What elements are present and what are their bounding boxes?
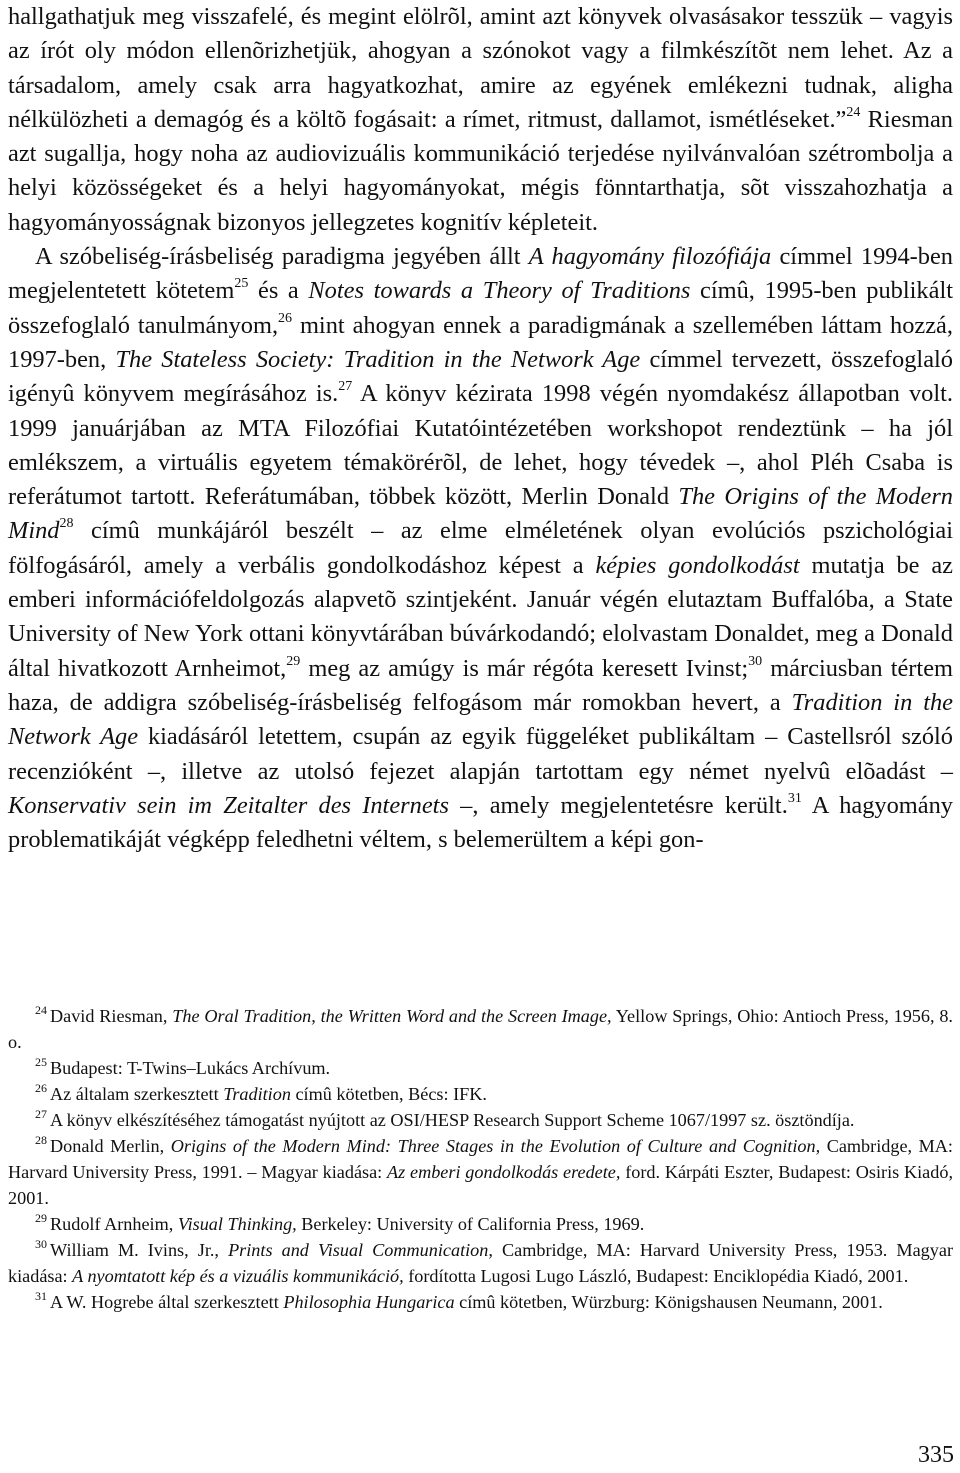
main-text [8,0,953,857]
footnote-text: Donald Merlin, [50,1136,171,1156]
footnote-25 [8,1055,953,1081]
footnote-26 [8,1081,953,1107]
text-run: A hagyomány problematikáját végképp feledhetni véltem, s belemerültem a képi gon- [8,791,953,854]
text-run: címmel tervezett, összefoglaló igényû könyvem megírásához is. [8,345,953,408]
footnote-title: Philosophia Hungarica [283,1292,455,1312]
book-title: The Stateless Society: Tradition in the Network Age [115,345,641,373]
text-run: mutatja be az emberi információfeldolgozás alapvetõ szintjeként. Január végén elutaztam Buffalóba, a State University of New York ottani könyvtárában búvárkodandó; elolvastam Donaldet, meg a Donald által hivatkozott Arnheimot, [8,551,953,682]
footnote-title: Prints and Visual Communication, [228,1240,493,1260]
footnote-text: Budapest: T-Twins–Lukács Archívum. [50,1058,331,1078]
footnote-number: 31 [35,1289,47,1303]
footnote-text: címû kötetben, Würzburg: Königshausen Neumann, 2001. [454,1292,883,1312]
footnote-number: 28 [35,1133,47,1147]
footnote-text: A W. Hogrebe által szerkesztett [50,1292,284,1312]
footnote-text: Berkeley: University of California Press, 1969. [296,1214,645,1234]
book-title: A hagyomány filozófiája [528,243,772,271]
book-title: The Origins of the Modern Mind [8,483,954,545]
footnote-number: 25 [35,1055,47,1069]
footnote-31 [8,1289,953,1315]
footnote-title: Az emberi gondolkodás eredete, [387,1162,621,1182]
text-run: meg az amúgy is már régóta keresett Ivinst; [300,654,749,682]
footnote-ref-27: 27 [338,379,353,395]
footnote-29 [8,1211,953,1237]
text-run: A könyv kézirata 1998 végén nyomdakész állapotban volt. 1999 januárjában az MTA Filozófiai Kutatóintézetében workshopot rendeztünk – ha jól emlékszem, a virtuális egyetem témakörérõl, de lehet, hogy tévedek –, ahol Pléh Csaba is referátumot tartott. Referátumában, többek között, Merlin Donald [8,380,954,511]
lecture-title: Konservativ sein im Zeitalter des Internets [8,791,449,819]
book-title: Tradition in the Network Age [8,688,953,751]
footnote-text: ford. Kárpáti Eszter, Budapest: Osiris Kiadó, 2001. [8,1162,953,1208]
book-title: Notes towards a Theory of Traditions [308,277,691,305]
text-run: A szóbeliség-írásbeliség paradigma jegyében állt [35,243,529,271]
footnote-number: 26 [35,1081,47,1095]
page [8,0,953,857]
footnote-title: Tradition [223,1084,291,1104]
footnote-text: Az általam szerkesztett [50,1084,224,1104]
footnote-24 [8,1003,953,1055]
text-run: címû munkájáról beszélt – az elme elméletének olyan evolúciós pszichológiai fölfogásáról, amely a verbális gondolkodáshoz képest a [8,517,953,579]
text-run: címû, 1995-ben publikált összefoglaló tanulmányom, [8,277,953,339]
footnote-number: 24 [35,1003,47,1017]
paragraph-2 [8,240,953,857]
footnote-text: A könyv elkészítéséhez támogatást nyújtott az OSI/HESP Research Support Scheme 1067/1997 sz. ösztöndíja. [50,1110,855,1130]
footnote-ref-26: 26 [278,310,293,326]
text-run: Riesman azt sugallja, hogy noha az audiovizuális kommunikáció terjedése nyilvánvalóan szétrombolja a helyi közösségeket és a helyi hagyományokat, mégis fönntarthatja, sõt visszahozhatja a hagyományosságnak bizonyos jellegzetes kognitív képleteit. [8,105,953,236]
text-run: hallgathatjuk meg visszafelé, és megint elölrõl, amint azt könyvek olvasásakor tesszük – vagyis az írót oly módon ellenõrizhetjük, ahogyan a szónokot vagy a filmkészítõt nem lehet. Az a társadalom, amely csak arra hagyatkozhat, amire az egyének emlékezni tudnak, aligha nélkülözheti a demagóg és a költõ fogásait: a rímet, ritmust, dallamot, ismétléseket.” [8,3,953,133]
footnote-ref-25: 25 [234,276,249,292]
text-run: címmel 1994-ben megjelentetett kötetem [8,243,954,305]
text-run: márciusban tértem haza, de addigra szóbeliség-írásbeliség felfogásom már romokban hevert, a [8,654,953,716]
text-run: mint ahogyan ennek a paradigmának a szellemében láttam hozzá, 1997-ben, [8,311,953,373]
text-run: kiadásáról letettem, csupán az egyik függeléket publikáltam – Castellsról szóló recenzióként –, illetve az utolsó fejezet alapján tartottam egy német nyelvû elõadást – [8,723,953,785]
emphasis: képies gondolkodást [595,551,800,579]
footnote-text: címû kötetben, Bécs: IFK. [290,1084,487,1104]
footnote-number: 29 [35,1211,47,1225]
footnote-number: 30 [35,1237,47,1251]
footnotes [8,1003,953,1315]
footnote-ref-24: 24 [846,104,861,120]
footnote-title: A nyomtatott kép és a vizuális kommunikáció, [72,1266,404,1286]
footnote-text: William M. Ivins, Jr., [50,1240,229,1260]
footnote-text: Rudolf Arnheim, [50,1214,178,1234]
page-number: 335 [918,1442,954,1468]
footnote-ref-30: 30 [748,653,763,669]
footnote-ref-29: 29 [286,653,301,669]
footnote-number: 27 [35,1107,47,1121]
footnote-text: Yellow Springs, Ohio: Antioch Press, 1956, 8. o. [8,1006,953,1052]
footnote-title: The Oral Tradition, the Written Word and the Screen Image, [172,1006,612,1026]
text-run: –, amely megjelentetésre került. [448,791,788,819]
footnote-ref-31: 31 [787,790,802,806]
footnote-text: Cambridge, MA: Harvard University Press, 1953. Magyar kiadása: [8,1240,953,1286]
footnote-text: fordította Lugosi Lugo László, Budapest: Enciklopédia Kiadó, 2001. [403,1266,909,1286]
footnote-text: Cambridge, MA: Harvard University Press, 1991. – Magyar kiadása: [8,1136,953,1182]
footnote-text: David Riesman, [50,1006,173,1026]
footnote-title: Visual Thinking, [177,1214,297,1234]
paragraph-1 [8,0,953,240]
text-run: és a [248,277,309,305]
footnote-27 [8,1107,953,1133]
footnote-30 [8,1237,953,1289]
footnote-28 [8,1133,953,1211]
footnote-title: Origins of the Modern Mind: Three Stages in the Evolution of Culture and Cognition, [170,1136,821,1156]
footnote-ref-28: 28 [59,516,74,532]
